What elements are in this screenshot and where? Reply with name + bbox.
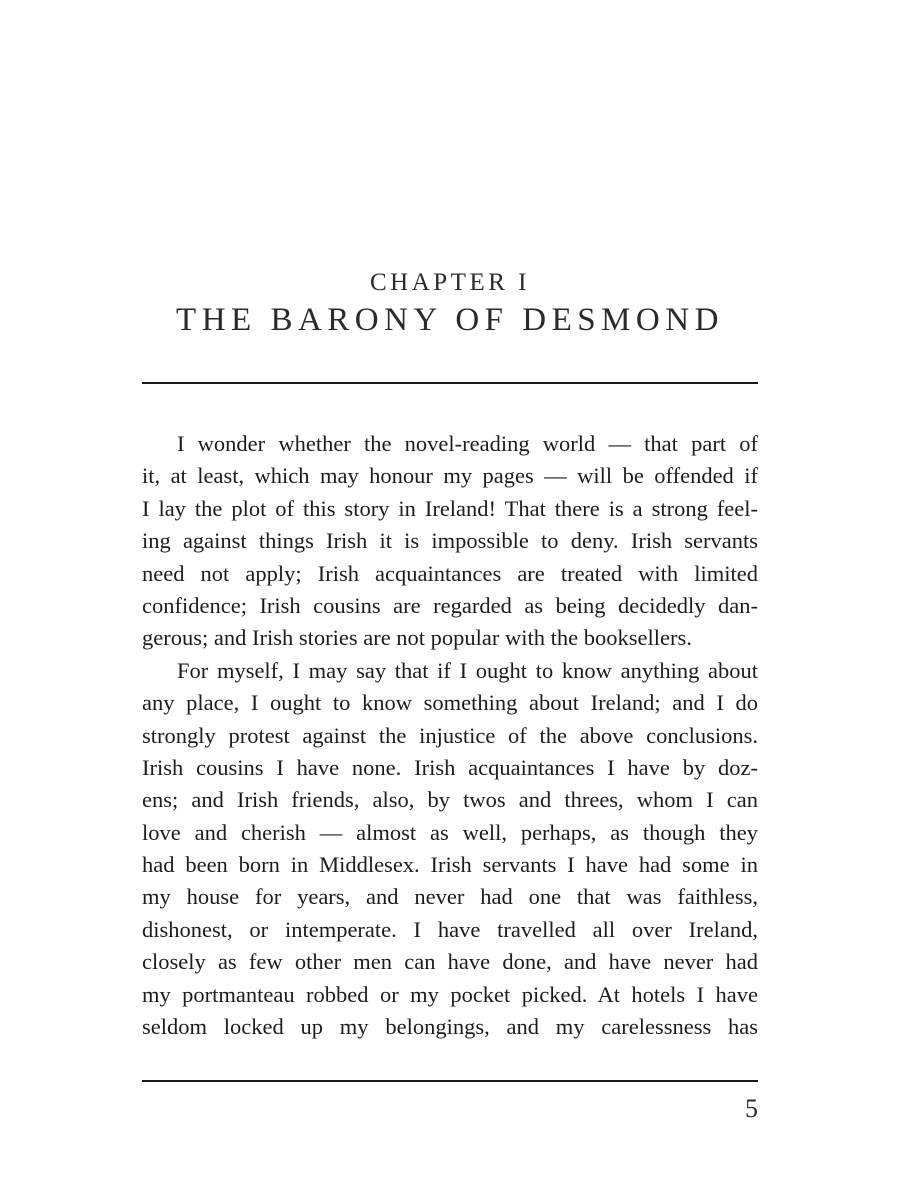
text-line: strongly protest against the injustice of the above conclusions. — [142, 722, 758, 748]
chapter-title: THE BARONY OF DESMOND — [176, 302, 724, 338]
text-line: need not apply; Irish acquaintances are treated with limited — [142, 560, 758, 586]
text-line: my house for years, and never had one that was faithless, — [142, 884, 758, 910]
text-line: any place, I ought to know something about Ireland; and I do — [142, 690, 758, 716]
text-line: seldom locked up my belongings, and my carelessness has — [142, 1014, 758, 1040]
body-text — [142, 428, 758, 1043]
paragraph-1 — [142, 428, 758, 655]
bottom-rule — [142, 1080, 758, 1082]
text-line: it, at least, which may honour my pages — will be offended if — [142, 463, 758, 489]
text-line: closely as few other men can have done, and have never had — [142, 949, 758, 975]
text-line: love and cherish — almost as well, perhaps, as though they — [142, 819, 758, 845]
top-rule — [142, 382, 758, 384]
chapter-label: CHAPTER I — [370, 269, 530, 296]
paragraph-2 — [142, 655, 758, 1044]
text-line: For myself, I may say that if I ought to know anything about — [177, 657, 758, 683]
text-line: gerous; and Irish stories are not popular with the booksellers. — [142, 625, 692, 651]
text-line: ing against things Irish it is impossible to deny. Irish servants — [142, 528, 758, 554]
page-number: 5 — [745, 1094, 758, 1123]
text-line: I wonder whether the novel-reading world — that part of — [177, 431, 758, 456]
text-line: Irish cousins I have none. Irish acquaintances I have by doz- — [142, 754, 758, 780]
text-line: confidence; Irish cousins are regarded as being decidedly dan- — [142, 592, 758, 618]
text-line: had been born in Middlesex. Irish servants I have had some in — [142, 852, 758, 878]
text-line: dishonest, or intemperate. I have travelled all over Ireland, — [142, 916, 758, 942]
text-line: ens; and Irish friends, also, by twos and threes, whom I can — [142, 787, 758, 813]
text-line: I lay the plot of this story in Ireland! That there is a strong feel- — [142, 495, 758, 521]
text-line: my portmanteau robbed or my pocket picked. At hotels I have — [142, 981, 758, 1007]
